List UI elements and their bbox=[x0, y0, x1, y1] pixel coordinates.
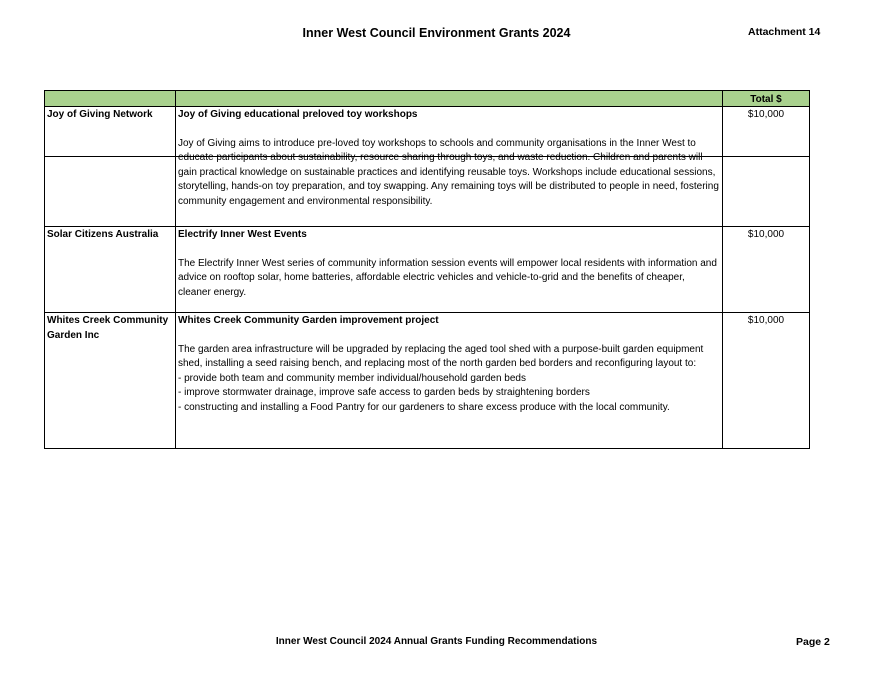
project-cell bbox=[176, 227, 723, 313]
header-cell-organisation bbox=[45, 91, 176, 107]
table-row bbox=[45, 227, 810, 313]
attachment-label: Attachment 14 bbox=[748, 26, 821, 38]
project-description: The Electrify Inner West series of community information session events will empower local residents with information and advice on rooftop solar, home batteries, affordable electric vehicles and vehicle-to-grid and the benefits of cheaper, cleaner energy. bbox=[178, 257, 717, 298]
page-number: Page 2 bbox=[796, 636, 830, 648]
project-description: The garden area infrastructure will be upgraded by replacing the aged tool shed with a purpose-built garden equipment shed, installing a seed raising bench, and replacing most of the north garden bed borders and reconfiguring layout to: - provide both team and community member individual/household garden beds - improve stormwater drainage, improve safe access to garden beds by straightening borders - constructing and installing a Food Pantry for our gardeners to share excess produce with the local community. bbox=[178, 343, 704, 413]
project-description: Joy of Giving aims to introduce pre-loved toy workshops to schools and community organisations in the Inner West to educate participants about sustainability, resource sharing through toys, and waste reduction. Children and parents will gain practical knowledge on sustainable practices and identifying reusable toys. Workshops include educational sessions, storytelling, hands-on toy preparation, and toy swapping. Any remaining toys will be distributed to people in need, fostering community engagement and environmental responsibility. bbox=[178, 137, 719, 207]
footer-text: Inner West Council 2024 Annual Grants Funding Recommendations bbox=[275, 636, 598, 647]
amount-cell: $10,000 bbox=[723, 313, 810, 449]
organisation-cell: Solar Citizens Australia bbox=[45, 227, 176, 313]
page-break-rule-organisation bbox=[44, 156, 175, 157]
page-break-rule bbox=[174, 156, 723, 157]
project-cell bbox=[176, 313, 723, 449]
header-cell-total: Total $ bbox=[723, 91, 810, 107]
project-cell bbox=[176, 107, 723, 227]
grants-table bbox=[44, 90, 810, 449]
project-title: Electrify Inner West Events bbox=[178, 229, 307, 240]
project-title: Whites Creek Community Garden improvement project bbox=[178, 315, 439, 326]
amount-cell: $10,000 bbox=[723, 227, 810, 313]
project-title: Joy of Giving educational preloved toy workshops bbox=[178, 109, 418, 120]
header-cell-project bbox=[176, 91, 723, 107]
amount-cell: $10,000 bbox=[723, 107, 810, 227]
page-title: Inner West Council Environment Grants 2024 bbox=[302, 26, 571, 40]
organisation-cell: Whites Creek Community Garden Inc bbox=[45, 313, 176, 449]
page-break-rule-total bbox=[722, 156, 809, 157]
table-row bbox=[45, 313, 810, 449]
table-row bbox=[45, 107, 810, 227]
organisation-cell: Joy of Giving Network bbox=[45, 107, 176, 227]
table-header-row bbox=[45, 91, 810, 107]
